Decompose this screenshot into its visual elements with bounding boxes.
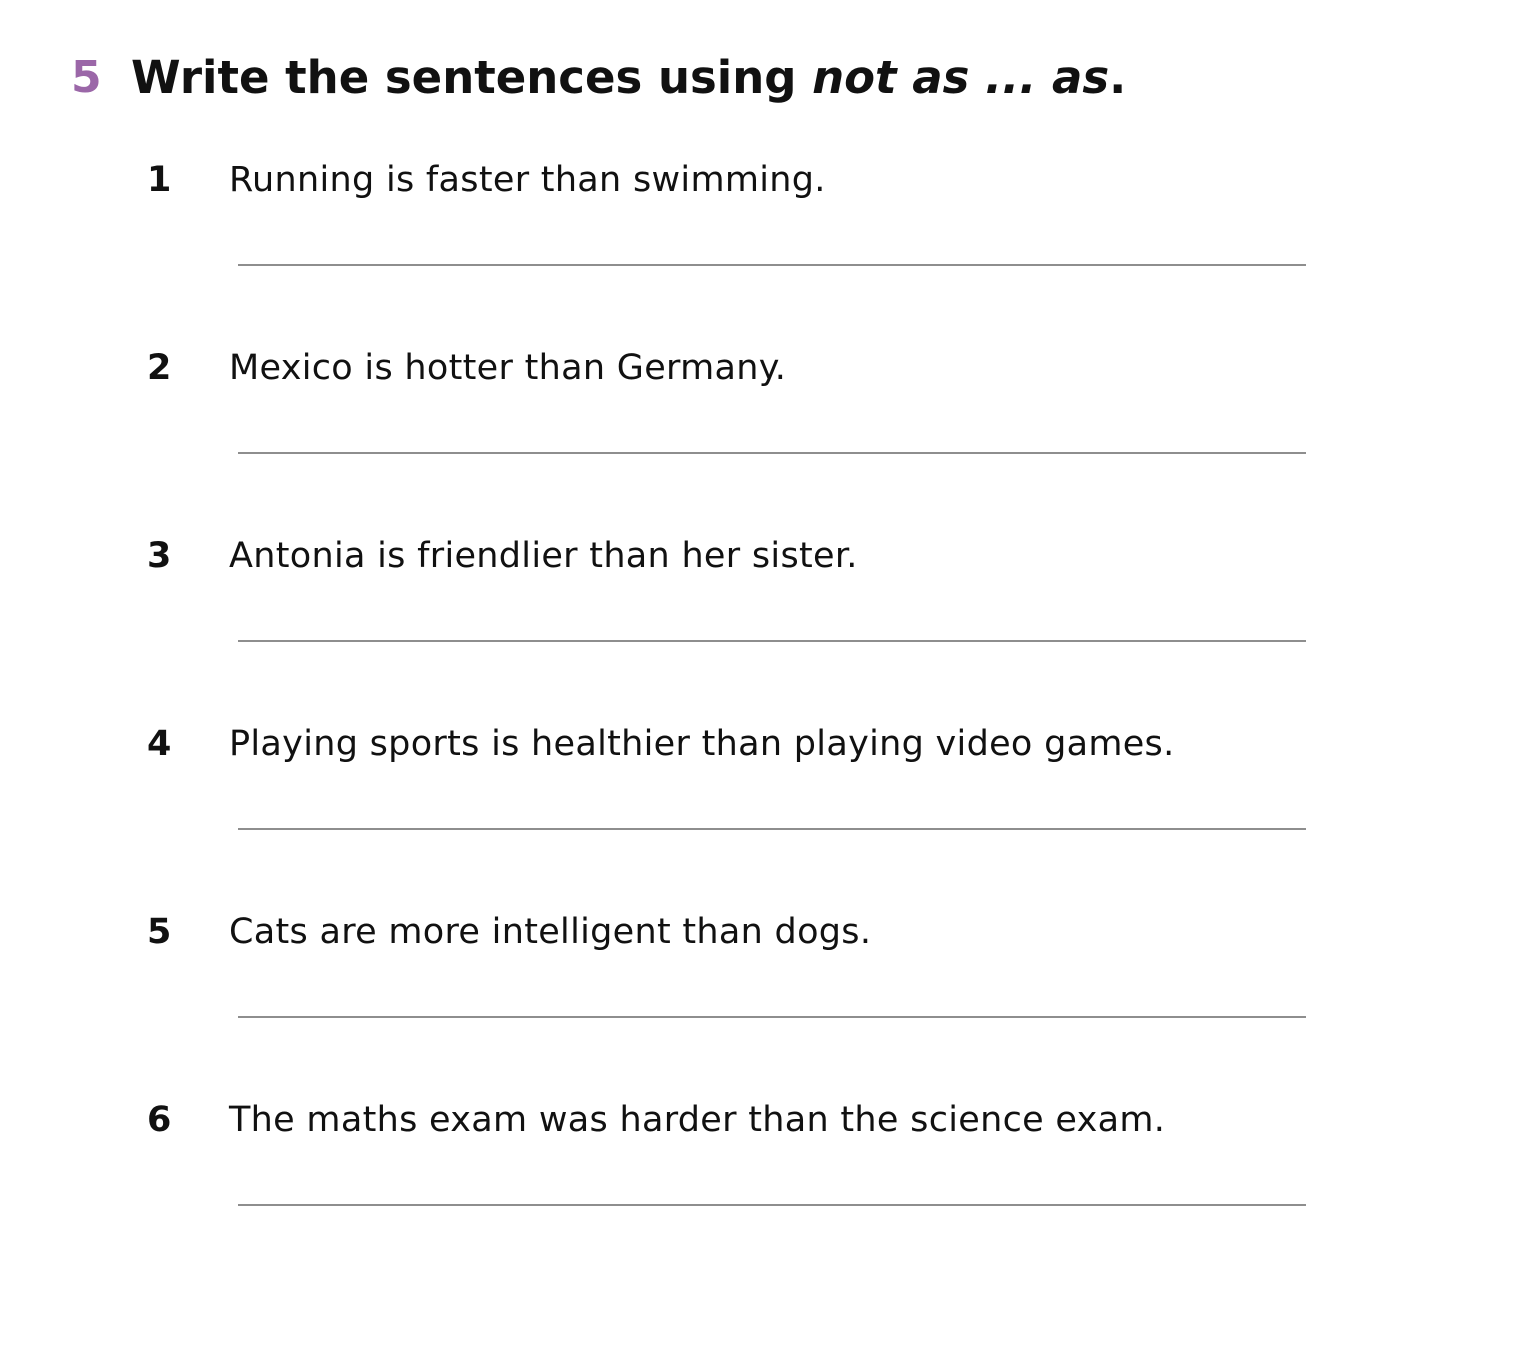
- exercise-instruction: [131, 50, 1126, 106]
- instruction-text: Write the sentences using: [131, 51, 813, 104]
- item-number: 1: [147, 160, 172, 200]
- answer-line[interactable]: [238, 452, 1306, 454]
- item-sentence: Cats are more intelligent than dogs.: [229, 912, 872, 952]
- exercise-item-2: [0, 346, 1532, 534]
- item-sentence: Running is faster than swimming.: [229, 160, 826, 200]
- exercise-item-3: [0, 534, 1532, 722]
- item-sentence: Playing sports is healthier than playing video games.: [229, 724, 1175, 764]
- instruction-period: .: [1109, 51, 1127, 104]
- answer-line[interactable]: [238, 1204, 1306, 1206]
- item-number: 3: [147, 536, 172, 576]
- answer-line[interactable]: [238, 1016, 1306, 1018]
- item-number: 2: [147, 348, 172, 388]
- item-number: 6: [147, 1100, 172, 1140]
- answer-line[interactable]: [238, 264, 1306, 266]
- exercise-item-5: [0, 910, 1532, 1098]
- item-number: 5: [147, 912, 172, 952]
- answer-line[interactable]: [238, 640, 1306, 642]
- instruction-emphasis: not as ... as: [812, 51, 1110, 104]
- exercise-number: 5: [71, 52, 102, 103]
- item-sentence: Antonia is friendlier than her sister.: [229, 536, 858, 576]
- item-number: 4: [147, 724, 172, 764]
- answer-line[interactable]: [238, 828, 1306, 830]
- exercise-item-1: [0, 158, 1532, 346]
- exercise-item-4: [0, 722, 1532, 910]
- item-sentence: The maths exam was harder than the science exam.: [229, 1100, 1166, 1140]
- item-sentence: Mexico is hotter than Germany.: [229, 348, 787, 388]
- exercise-item-6: [0, 1098, 1532, 1286]
